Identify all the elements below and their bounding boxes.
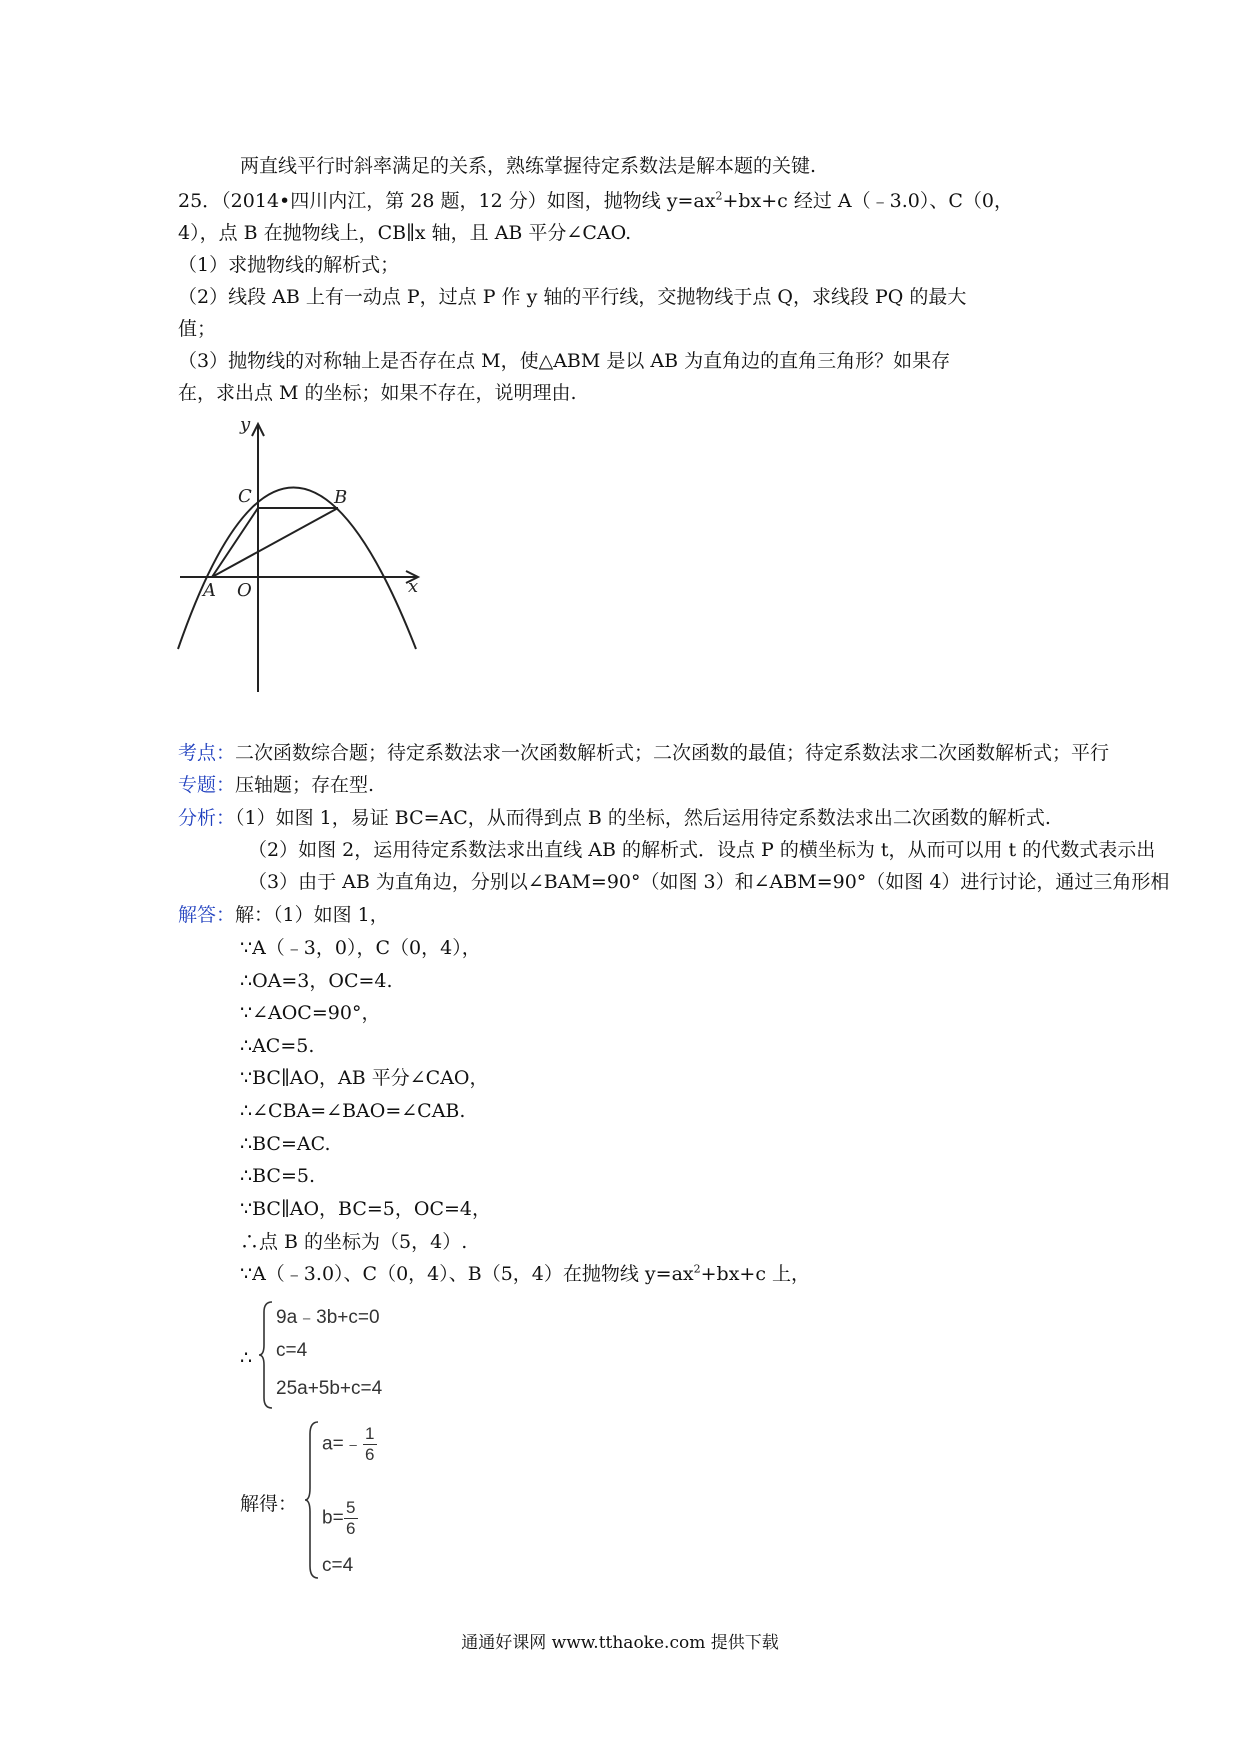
solution-step: ∴∠CBA=∠BAO=∠CAB. <box>240 1100 466 1122</box>
label-B: B <box>334 487 348 508</box>
question-3-line-1: （3）抛物线的对称轴上是否存在点 M，使△ABM 是以 AB 为直角边的直角三角形？如果存 <box>178 350 951 372</box>
label-y: y <box>240 414 251 435</box>
fenxi-label: 分析： <box>178 807 236 829</box>
jieda-row <box>178 902 389 928</box>
solution-step <box>240 1261 810 1287</box>
jieda-text: 解：（1）如图 1， <box>235 904 389 926</box>
solution-step: ∴OA=3，OC=4. <box>240 970 393 992</box>
b-prefix: b= <box>322 1507 344 1529</box>
superscript: 2 <box>715 189 723 203</box>
segment-AB <box>212 508 338 577</box>
superscript: 2 <box>693 1262 701 1276</box>
kaodian-text: 二次函数综合题；待定系数法求一次函数解析式；二次函数的最值；待定系数法求二次函数解析式；平行 <box>235 742 1110 764</box>
solution-c: c=4 <box>322 1555 354 1576</box>
page-footer: 通通好课网 www.tthaoke.com 提供下载 <box>461 1633 779 1653</box>
solved-label: 解得： <box>240 1493 298 1515</box>
solution-step: ∴BC=5. <box>240 1165 315 1187</box>
solution-text: ∵A（﹣3.0）、C（0，4）、B（5，4）在抛物线 y=ax <box>240 1263 694 1285</box>
solution-text: +bx+c 上， <box>700 1263 811 1285</box>
problem-25-line-1 <box>178 188 1013 214</box>
solution-a <box>322 1424 377 1465</box>
jieda-label: 解答： <box>178 904 236 926</box>
solution-step: ∴点 B 的坐标为（5，4）. <box>240 1231 468 1253</box>
problem-text: 25．（2014•四川内江，第 28 题，12 分）如图，抛物线 y=ax <box>178 190 716 212</box>
fenxi-text-1: （1）如图 1，易证 BC=AC，从而得到点 B 的坐标，然后运用待定系数法求出二次函数的解析式. <box>235 807 1051 829</box>
zhuanti-text: 压轴题；存在型. <box>235 774 375 796</box>
problem-text: +bx+c 经过 A（﹣3.0）、C（0， <box>722 190 1013 212</box>
kaodian-row <box>178 740 1109 766</box>
question-2-line-1: （2）线段 AB 上有一动点 P，过点 P 作 y 轴的平行线，交抛物线于点 Q，求线段 PQ 的最大 <box>178 286 967 308</box>
solution-b <box>322 1498 358 1539</box>
problem-25-line-2: 4），点 B 在抛物线上，CB∥x 轴，且 AB 平分∠CAO. <box>178 222 632 244</box>
question-2-line-2: 值； <box>178 318 217 340</box>
fenxi-row <box>178 805 1051 831</box>
b-denominator: 6 <box>345 1519 356 1538</box>
solution-step: ∵∠AOC=90°， <box>240 1002 381 1024</box>
question-1: （1）求抛物线的解析式； <box>178 254 400 276</box>
label-C: C <box>238 486 252 507</box>
label-A: A <box>203 580 216 601</box>
label-x: x <box>408 576 419 597</box>
therefore-symbol: ∴ <box>240 1347 253 1369</box>
zhuanti-row <box>178 772 374 798</box>
fraction-a <box>363 1424 377 1465</box>
question-3-line-2: 在，求出点 M 的坐标；如果不存在，说明理由. <box>178 382 577 404</box>
text-line-0: 两直线平行时斜率满足的关系，熟练掌握待定系数法是解本题的关键. <box>240 155 817 177</box>
solution-step: ∵BC∥AO，BC=5，OC=4， <box>240 1198 491 1220</box>
left-brace-2 <box>304 1420 320 1580</box>
left-brace <box>258 1300 274 1410</box>
equation-1: 9a﹣3b+c=0 <box>276 1307 380 1328</box>
a-prefix: a=﹣ <box>322 1433 363 1455</box>
a-numerator: 1 <box>364 1424 375 1443</box>
solution-step: ∴BC=AC. <box>240 1133 331 1155</box>
fraction-b <box>344 1498 358 1539</box>
a-denominator: 6 <box>364 1445 375 1464</box>
kaodian-label: 考点： <box>178 742 236 764</box>
parabola-figure <box>170 412 430 694</box>
b-numerator: 5 <box>345 1498 356 1517</box>
zhuanti-label: 专题： <box>178 774 236 796</box>
equation-2: c=4 <box>276 1340 308 1361</box>
label-O: O <box>237 580 252 601</box>
solution-step: ∴AC=5. <box>240 1035 315 1057</box>
segment-AC <box>212 508 258 577</box>
fenxi-text-3: （3）由于 AB 为直角边，分别以∠BAM=90°（如图 3）和∠ABM=90°（如图 4）进行讨论，通过三角形相 <box>248 871 1170 893</box>
solution-step: ∵A（﹣3，0），C（0，4）， <box>240 937 481 959</box>
equation-3: 25a+5b+c=4 <box>276 1378 383 1399</box>
solution-step: ∵BC∥AO，AB 平分∠CAO， <box>240 1067 489 1089</box>
parabola-curve <box>178 488 419 650</box>
fenxi-text-2: （2）如图 2，运用待定系数法求出直线 AB 的解析式．设点 P 的横坐标为 t，从而可以用 t 的代数式表示出 <box>248 839 1156 861</box>
